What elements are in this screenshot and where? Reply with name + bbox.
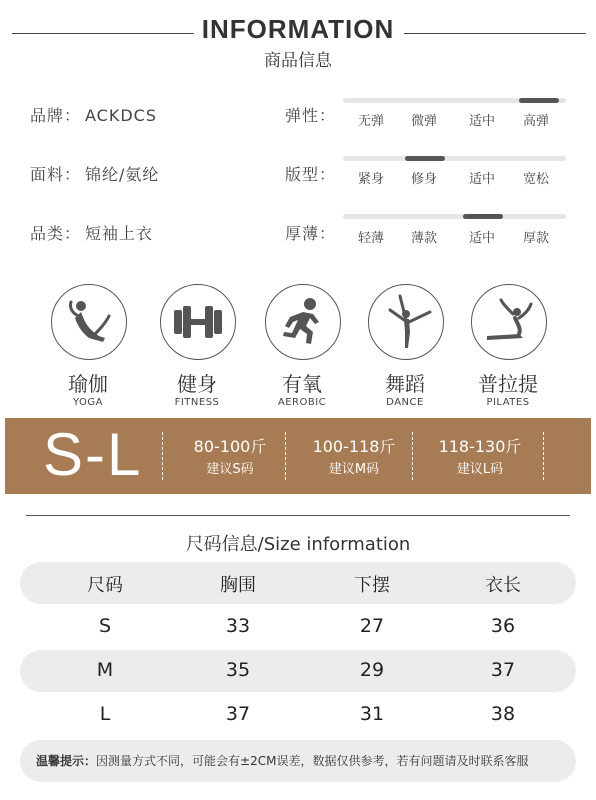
sport-name-cn: 有氧 (282, 372, 322, 396)
attr-value: ACKDCS (85, 106, 157, 125)
size-range: S-L (43, 421, 143, 488)
attr-category (30, 221, 153, 244)
scale-option: 修身 (411, 172, 438, 187)
attr-label: 品类： (30, 224, 82, 243)
weight-range: 118-130斤 (438, 437, 522, 456)
scale-mark (405, 156, 445, 161)
scale-option: 紧身 (358, 172, 385, 187)
scale-mark (519, 98, 559, 103)
table-row (20, 694, 576, 736)
sport-name-cn: 瑜伽 (68, 372, 108, 396)
table-cell: 31 (359, 703, 385, 725)
weight-range: 80-100斤 (193, 437, 267, 456)
attr-value: 锦纶/氨纶 (85, 165, 160, 184)
table-cell: 29 (359, 659, 385, 681)
sport-name-cn: 健身 (177, 372, 217, 396)
scale-track-fit (343, 156, 566, 161)
attr-brand (30, 103, 157, 126)
scale-option: 宽松 (523, 172, 550, 187)
sport-name-en: DANCE (386, 397, 424, 408)
scale-option: 适中 (469, 114, 496, 129)
page-subtitle: 商品信息 (264, 51, 332, 71)
table-cell: M (96, 659, 114, 681)
column-header: 胸围 (220, 575, 256, 596)
table-cell: S (98, 615, 112, 637)
divider (412, 432, 413, 480)
table-cell: 33 (225, 615, 251, 637)
dancer-icon (368, 284, 444, 360)
scale-option: 厚款 (523, 231, 550, 246)
sport-name-cn: 舞蹈 (385, 372, 425, 396)
scale-option: 薄款 (411, 231, 438, 246)
scale-option: 适中 (469, 231, 496, 246)
scale-track-thickness (343, 214, 566, 219)
table-cell: 37 (490, 659, 516, 681)
sport-name-cn: 普拉提 (478, 372, 538, 396)
sport-name-en: YOGA (72, 397, 104, 408)
column-header: 衣长 (485, 575, 521, 596)
divider (162, 432, 163, 480)
measurement-tip (20, 740, 576, 782)
table-row (20, 650, 576, 692)
attr-fabric (30, 162, 159, 185)
scale-option: 无弹 (358, 114, 385, 129)
attr-label: 面料： (30, 165, 82, 184)
table-cell: 36 (490, 615, 516, 637)
scale-option: 高弹 (523, 114, 550, 129)
scale-option: 轻薄 (358, 231, 385, 246)
sport-name-en: PILATES (486, 397, 530, 408)
table-cell: L (99, 703, 111, 725)
size-suggestion: 建议S码 (206, 462, 254, 477)
size-range-band (5, 418, 591, 494)
scale-label-elasticity: 弹性： (285, 106, 337, 125)
table-cell: 38 (490, 703, 516, 725)
size-suggestion: 建议L码 (456, 462, 504, 477)
scale-mark (463, 214, 503, 219)
sport-name-en: FITNESS (174, 397, 220, 408)
yoga-icon (51, 284, 127, 360)
table-cell: 35 (225, 659, 251, 681)
tip-label: 温馨提示： (36, 754, 97, 768)
column-header: 尺码 (87, 575, 123, 596)
attr-value: 短袖上衣 (85, 224, 154, 243)
table-cell: 37 (225, 703, 251, 725)
runner-icon (265, 284, 341, 360)
table-cell: 27 (359, 615, 385, 637)
weight-range: 100-118斤 (312, 437, 396, 456)
pilates-icon (471, 284, 547, 360)
table-row (20, 606, 576, 648)
divider (285, 432, 286, 480)
size-suggestion: 建议M码 (328, 462, 380, 477)
column-header: 下摆 (354, 575, 390, 596)
sport-name-en: AEROBIC (277, 397, 327, 408)
divider (543, 432, 544, 480)
tip-text: 因测量方式不同，可能会有±2CM误差，数据仅供参考，若有问题请及时联系客服 (96, 754, 529, 768)
attr-label: 品牌： (30, 106, 82, 125)
page-title: INFORMATION (201, 14, 395, 44)
scale-label-fit: 版型： (285, 165, 337, 184)
dumbbell-icon (160, 284, 236, 360)
scale-label-thickness: 厚薄： (285, 224, 337, 243)
scale-track-elasticity (343, 98, 566, 103)
scale-option: 微弹 (411, 114, 438, 129)
section-divider (26, 515, 570, 516)
scale-option: 适中 (469, 172, 496, 187)
size-table-title: 尺码信息/Size information (185, 534, 411, 555)
table-header-row (20, 562, 576, 604)
